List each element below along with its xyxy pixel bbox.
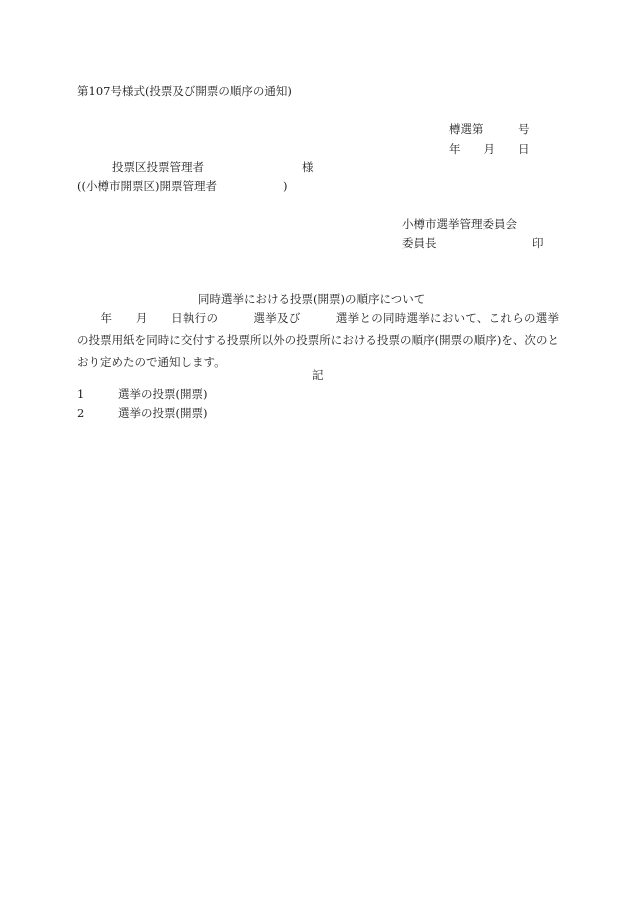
addressee-voting-manager: 投票区投票管理者 (112, 160, 204, 174)
date-line: 年 月 日 (449, 142, 530, 156)
item-number: 2 (77, 406, 85, 420)
form-title: 第107号様式(投票及び開票の順序の通知) (77, 84, 292, 98)
ki-marker: 記 (312, 368, 324, 382)
document-number: 樽選第 号 (449, 122, 530, 136)
subject-heading: 同時選挙における投票(開票)の順序について (198, 292, 426, 306)
item-number: 1 (77, 387, 85, 401)
notice-body: 年 月 日執行の 選挙及び 選挙との同時選挙において、これらの選挙の投票用紙を同時に交付する投票所以外の投票所における投票の順序(開票の順序)を、次のとおり定めたので通知します。 (77, 311, 559, 369)
sender-role: 委員長 (402, 236, 437, 250)
addressee-close-paren: ) (283, 179, 288, 193)
item-text: 選挙の投票(開票) (118, 387, 208, 401)
seal-mark: 印 (532, 236, 544, 250)
sender-organization: 小樽市選挙管理委員会 (402, 217, 517, 231)
addressee-honorific: 様 (302, 160, 314, 174)
item-text: 選挙の投票(開票) (118, 406, 208, 420)
addressee-counting-manager: ((小樽市開票区)開票管理者 (77, 179, 217, 193)
